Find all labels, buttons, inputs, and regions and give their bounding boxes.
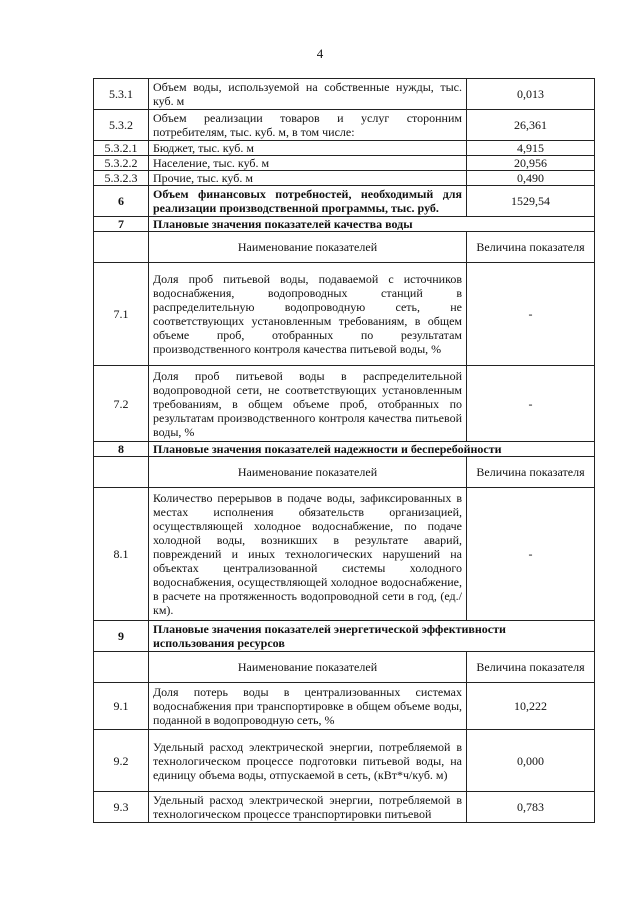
row-description: Доля потерь воды в централизованных системах водоснабжения при транспортировке в общем объеме воды, поданной в водопроводную сеть, % [149,683,467,730]
section-heading-row [94,217,595,232]
table-row [94,79,595,110]
table-row [94,730,595,792]
row-number: 5.3.2.2 [94,156,149,171]
indicators-table [93,78,595,823]
section-heading-row [94,621,595,652]
row-number: 8.1 [94,488,149,621]
table-row [94,366,595,442]
table-row [94,110,595,141]
row-value: 1529,54 [467,186,595,217]
row-value: - [467,263,595,366]
column-header-row [94,457,595,488]
section-number: 7 [94,217,149,232]
row-description: Население, тыс. куб. м [149,156,467,171]
row-number: 5.3.1 [94,79,149,110]
row-value: 0,783 [467,792,595,823]
row-description: Количество перерывов в подаче воды, зафиксированных в местах исполнения обязательств организацией, осуществляющей холодное водоснабжение, по подаче холодной воды, возникших в результате аварий, повреждений и иных технологических нарушений на объектах централизованной системы холодного водоснабжения, осуществляющей холодное водоснабжение, в расчете на протяженность водопроводной сети в год, (ед./км). [149,488,467,621]
header-indicator-value: Величина показателя [467,652,595,683]
table-row [94,683,595,730]
table-row [94,141,595,156]
row-description: Прочие, тыс. куб. м [149,171,467,186]
header-indicator-value: Величина показателя [467,232,595,263]
section-title: Плановые значения показателей надежности и бесперебойности [149,442,595,457]
row-number: 5.3.2.3 [94,171,149,186]
section-number: 8 [94,442,149,457]
row-value: 4,915 [467,141,595,156]
header-indicator-name: Наименование показателей [149,232,467,263]
row-number: 7.2 [94,366,149,442]
page-number: 4 [316,46,324,61]
row-description: Объем финансовых потребностей, необходимый для реализации производственной программы, тыс. руб. [149,186,467,217]
row-number: 7.1 [94,263,149,366]
row-value: 0,000 [467,730,595,792]
table-row [94,171,595,186]
section-title: Плановые значения показателей энергетической эффективности использования ресурсов [149,621,595,652]
row-description: Бюджет, тыс. куб. м [149,141,467,156]
row-value: 0,490 [467,171,595,186]
row-value: 0,013 [467,79,595,110]
table-row [94,156,595,171]
row-number: 9.3 [94,792,149,823]
row-number: 5.3.2 [94,110,149,141]
header-empty-cell [94,652,149,683]
row-description: Удельный расход электрической энергии, потребляемой в технологическом процессе подготовки питьевой воды, на единицу объема воды, отпускаемой в сеть, (кВт*ч/куб. м) [149,730,467,792]
section-number: 9 [94,621,149,652]
section-heading-row [94,442,595,457]
table-row [94,263,595,366]
section-title: Плановые значения показателей качества воды [149,217,595,232]
row-number: 5.3.2.1 [94,141,149,156]
row-value: 10,222 [467,683,595,730]
column-header-row [94,652,595,683]
header-indicator-name: Наименование показателей [149,457,467,488]
header-indicator-name: Наименование показателей [149,652,467,683]
header-empty-cell [94,457,149,488]
row-value: - [467,488,595,621]
row-description: Объем реализации товаров и услуг сторонним потребителям, тыс. куб. м, в том числе: [149,110,467,141]
table-row [94,792,595,823]
table-row [94,488,595,621]
row-number: 6 [94,186,149,217]
row-number: 9.1 [94,683,149,730]
header-empty-cell [94,232,149,263]
row-value: 26,361 [467,110,595,141]
row-description: Доля проб питьевой воды в распределительной водопроводной сети, не соответствующих установленным требованиям, в общем объеме проб, отобранных по результатам производственного контроля качества питьевой воды, % [149,366,467,442]
table-row [94,186,595,217]
row-number: 9.2 [94,730,149,792]
row-value: - [467,366,595,442]
header-indicator-value: Величина показателя [467,457,595,488]
row-description: Доля проб питьевой воды, подаваемой с источников водоснабжения, водопроводных станций в распределительную водопроводную сеть, не соответствующих установленным требованиям, в общем объеме проб, отобранных по результатам производственного контроля качества питьевой воды, % [149,263,467,366]
row-value: 20,956 [467,156,595,171]
row-description: Удельный расход электрической энергии, потребляемой в технологическом процессе транспортировки питьевой [149,792,467,823]
column-header-row [94,232,595,263]
row-description: Объем воды, используемой на собственные нужды, тыс. куб. м [149,79,467,110]
